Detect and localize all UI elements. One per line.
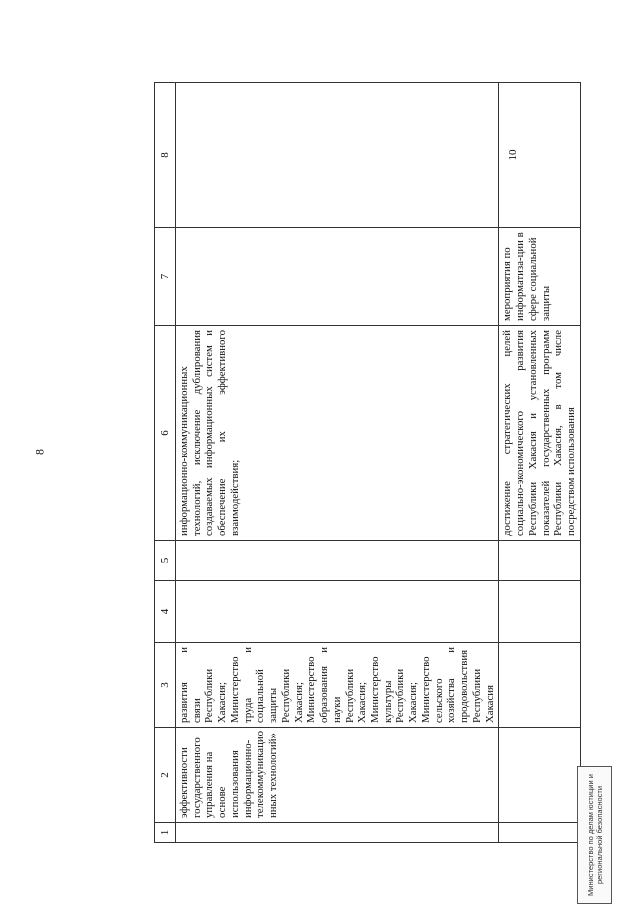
row1-col6-result-text: информационно-коммуникационных технологий, исключение дублирования создаваемых информационных систем и обеспечение их эффективного взаимодействия; <box>176 326 499 541</box>
header-col-2: 2 <box>155 728 176 823</box>
header-col-1: 1 <box>155 823 176 843</box>
header-col-3: 3 <box>155 643 176 728</box>
page-number: 8 <box>32 449 47 455</box>
row1-col5 <box>176 541 499 581</box>
row1-col1 <box>176 823 499 843</box>
row2-col4 <box>499 581 580 643</box>
header-col-6: 6 <box>155 326 176 541</box>
row2-col6-result-text: достижение стратегических целей социально-экономического развития Республики Хакасия и установленных показателей государственных программ Республики Хакасия, в том числе посредством использования <box>499 326 580 541</box>
stamp-text: Министерство по делам юстиции и региональной безопасности <box>585 774 604 896</box>
header-row <box>155 83 176 843</box>
row2-col7-measure-text: мероприятия по информатиза-ции в сфере социальной защиты <box>499 228 580 326</box>
header-col-8: 8 <box>155 83 176 228</box>
row2-col3 <box>499 643 580 728</box>
row2-col1 <box>499 823 580 843</box>
header-col-7: 7 <box>155 228 176 326</box>
row2-col2 <box>499 728 580 823</box>
measures-table <box>154 82 581 843</box>
table-row <box>176 83 499 843</box>
row1-col3-executors: развития и связи Республики Хакасия; Министерство труда и социальной защиты Республики Хакасия; Министерство образования и науки Республики Хакасия; Министерство культуры Республики Хакасия; Министерство сельского хозяйства и продовольствия Республики Хакасия <box>176 643 499 728</box>
row2-col5 <box>499 541 580 581</box>
row1-col2-goal-text: эффективности государственного управления на основе использования информационно-телекоммуникацио нных технологий» <box>176 728 499 823</box>
row1-col7 <box>176 228 499 326</box>
header-col-4: 4 <box>155 581 176 643</box>
row2-col8-number: 10 <box>499 83 580 228</box>
table-row <box>499 83 580 843</box>
ministry-stamp <box>577 766 612 904</box>
header-col-5: 5 <box>155 541 176 581</box>
row1-col4 <box>176 581 499 643</box>
row1-col8 <box>176 83 499 228</box>
rotated-table-container <box>154 83 578 843</box>
